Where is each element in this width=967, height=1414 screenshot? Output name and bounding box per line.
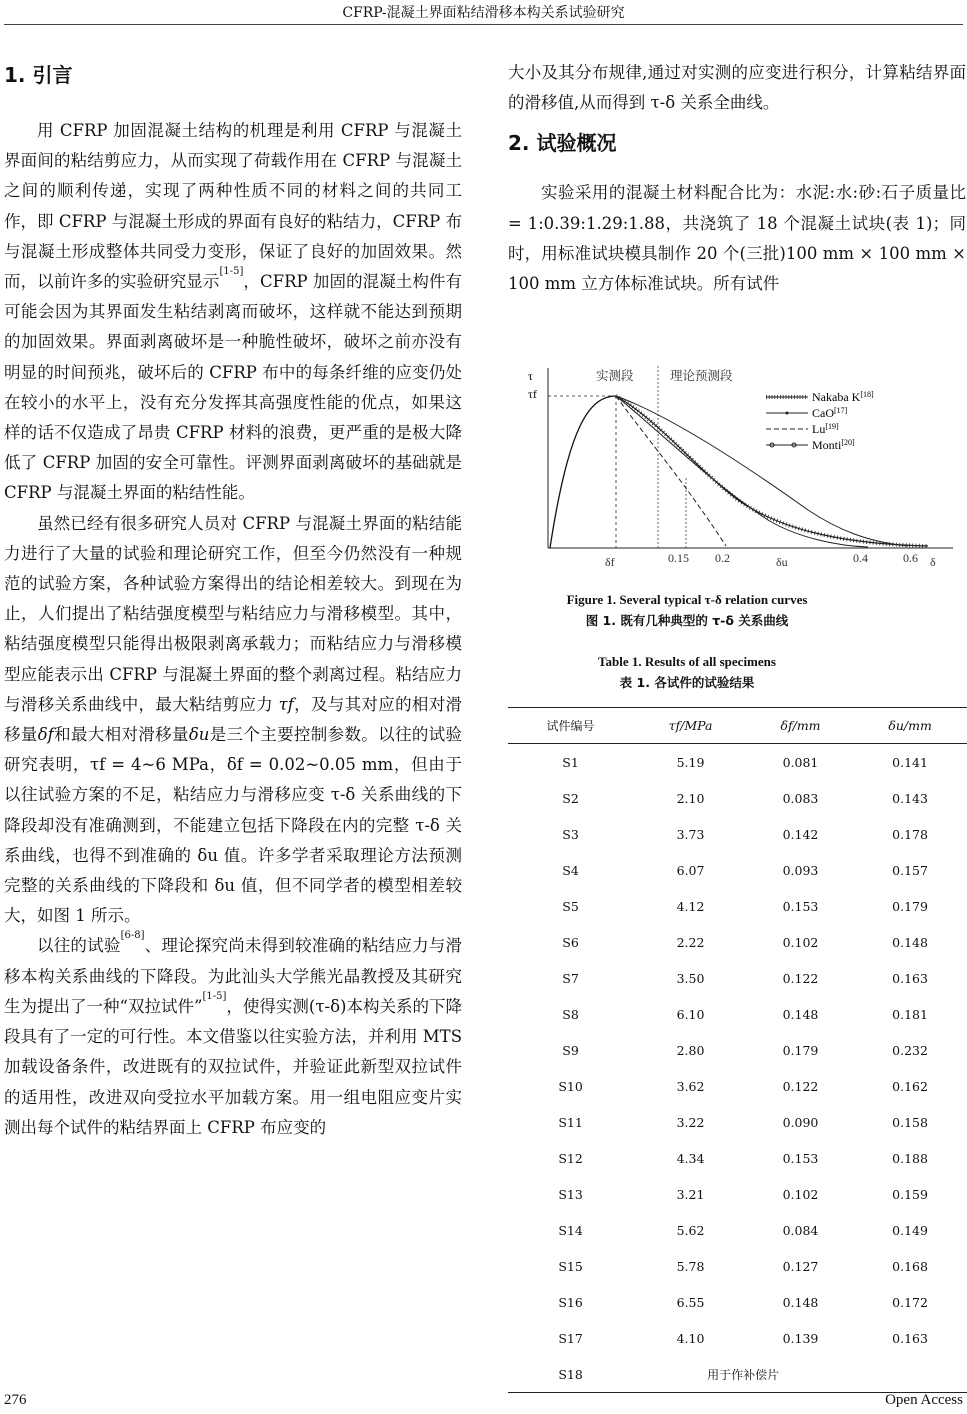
table-row: [508, 1176, 967, 1212]
p3-text-a: 以往的试验: [37, 936, 121, 956]
y-axis-label: τ: [528, 369, 533, 383]
p2-text-b: ，及与其对应的相对滑移量: [4, 694, 463, 745]
table-cell: S17: [558, 1330, 583, 1346]
table-cell: S3: [562, 826, 579, 842]
table-cell: 0.153: [782, 1150, 819, 1166]
table-cell: S10: [558, 1078, 583, 1094]
table-cell: 3.73: [676, 826, 705, 842]
table-cell: 0.179: [782, 1042, 819, 1058]
table-cell-empty: [853, 1356, 967, 1393]
table-caption-zh: 表 1. 各试件的试验结果: [619, 675, 755, 690]
table-cell: S18: [508, 1356, 633, 1393]
legend-label-cao: CaO[17]: [812, 406, 848, 420]
table-cell: S1: [562, 754, 579, 770]
paragraph-continued: 大小及其分布规律,通过对实测的应变进行积分，计算粘结界面的滑移值,从而得到 τ-δ 关系全曲线。: [508, 63, 966, 113]
citation-1-5: [1-5]: [219, 266, 244, 278]
table-cell: 0.143: [892, 790, 928, 806]
curve-nakaba-hatch: [616, 396, 928, 546]
table-cell: 0.127: [782, 1258, 819, 1274]
table-cell: S15: [558, 1258, 583, 1274]
page-number: 276: [4, 1392, 27, 1408]
table-cell: 6.10: [676, 1006, 705, 1022]
x-tick-0.2: 0.2: [715, 551, 730, 565]
table-cell: 4.10: [676, 1330, 705, 1346]
table-row: [508, 1284, 967, 1320]
region-measured-label: 实测段: [596, 368, 634, 383]
table-cell: 0.149: [892, 1222, 928, 1238]
curve-lu: [616, 396, 726, 546]
table-row: [508, 744, 967, 781]
tau-delta-chart: [508, 360, 967, 580]
x-axis-label: δ: [930, 555, 936, 569]
table-cell: 0.083: [782, 790, 819, 806]
table-cell: 2.10: [676, 790, 705, 806]
section-2-title: 2. 试验概况: [508, 131, 617, 156]
paragraph-2: [4, 509, 462, 932]
table-row: [508, 1212, 967, 1248]
table-cell: S9: [562, 1042, 579, 1058]
left-column: [4, 58, 462, 1143]
table-row: [508, 996, 967, 1032]
section-1-title: 1. 引言: [4, 63, 73, 87]
table-cell: S4: [562, 862, 579, 878]
table-row: [508, 1320, 967, 1356]
p2-text-a: 虽然已经有很多研究人员对 CFRP 与混凝土界面的粘结能力进行了大量的试验和理论研究工作，但至今仍然没有一种规范的试验方案，各种试验方案得出的结论相差较大。到现在为止，人们提出了粘结强度模型与粘结应力与滑移模型。其中，粘结强度模型只能得出极限剥离承载力；而粘结应力与滑移模型应能表示出 CFRP 与混凝土界面的整个剥离过程。粘结应力与滑移关系曲线中，最大粘结剪应力: [4, 513, 462, 714]
table-cell: 0.139: [782, 1330, 819, 1346]
legend-label-monti: Monti[20]: [812, 438, 855, 452]
table-cell: 2.22: [676, 934, 705, 950]
table-cell: S7: [562, 970, 579, 986]
col-header-delta-u: δu/mm: [853, 708, 967, 744]
table-cell: 0.102: [782, 934, 819, 950]
legend-label-nakaba: Nakaba K[18]: [812, 390, 874, 404]
curve-cao: [616, 396, 908, 546]
table-cell: 0.172: [892, 1294, 928, 1310]
symbol-delta-f: δf: [37, 725, 54, 745]
table-cell: 0.179: [892, 898, 928, 914]
legend: [766, 390, 874, 452]
symbol-tau-f: τf: [278, 694, 294, 714]
table-cell: 0.188: [892, 1150, 928, 1166]
table-cell: 5.62: [676, 1222, 705, 1238]
table-row: [508, 1356, 967, 1393]
table-cell: 6.55: [676, 1294, 705, 1310]
table-cell: S11: [558, 1114, 583, 1130]
x-tick-0.15: 0.15: [668, 551, 689, 565]
table-cell: 0.084: [782, 1222, 819, 1238]
paragraph-3: [4, 931, 462, 1142]
results-table-grid: [508, 707, 967, 1393]
table-row: [508, 816, 967, 852]
p1-text-b: ，CFRP 加固的混凝土构件有可能会因为其界面发生粘结剥离而破坏，这样就不能达到预期的加固效果。界面剥离破坏是一种脆性破坏，破坏之前亦没有明显的时间预兆，破坏后的 CFRP 布中的每条纤维的应变仍处在较小的水平上，没有充分发挥其高强度性能的优点，如果这样的话不仅造成了昂贵 CFRP 材料的浪费，更严重的是极大降低了 CFRP 加固的安全可靠性。评测界面剥离破坏的基础就是 CFRP 与混凝土界面的粘结性能。: [4, 272, 463, 503]
p3-text-c: ，使得实测(τ-δ)本构关系的下降段具有了一定的可行性。本文借鉴以往实验方法，并利用 MTS 加载设备条件，改进既有的双拉试件，并验证此新型双拉试件的适用性，改进双向受拉水平加载方案。用一组电阻应变片实测出每个试件的粘结界面上 CFRP 布应变的: [4, 996, 462, 1137]
table-cell: 3.22: [676, 1114, 705, 1130]
table-row: [508, 1032, 967, 1068]
legend-label-lu: Lu[19]: [812, 422, 839, 436]
table-cell: S14: [558, 1222, 583, 1238]
table-cell: 0.090: [782, 1114, 819, 1130]
table-cell: 0.148: [782, 1006, 819, 1022]
region-predicted-label: 理论预测段: [670, 368, 733, 383]
table-row: [508, 852, 967, 888]
table-cell: 0.122: [782, 970, 819, 986]
table-cell: 0.181: [892, 1006, 928, 1022]
x-tick-0.6: 0.6: [903, 551, 918, 565]
col-header-specimen: 试件编号: [508, 708, 633, 744]
curve-nakaba: [616, 396, 928, 546]
table-row: [508, 924, 967, 960]
citation-6-8: [6-8]: [120, 930, 145, 942]
table-cell: 6.07: [676, 862, 705, 878]
results-table: [508, 707, 967, 1393]
table-cell: 0.122: [782, 1078, 819, 1094]
table-row: [508, 1248, 967, 1284]
y-tick-tau-f: τf: [528, 387, 537, 401]
table-cell: 0.157: [892, 862, 928, 878]
table-cell: 3.50: [676, 970, 705, 986]
table-cell: S6: [562, 934, 579, 950]
figure-1: [508, 360, 967, 580]
p3-text-b: 、理论探究尚未得到较准确的粘结应力与滑移本构关系曲线的下降段。为此汕头大学熊光晶教授及其研究生为提出了一种“双拉试件”: [4, 936, 463, 1016]
table-cell: S12: [558, 1150, 583, 1166]
figure-caption-en: Figure 1. Several typical τ-δ relation curves: [566, 592, 808, 607]
table-row: [508, 1068, 967, 1104]
table-cell: 0.232: [892, 1042, 928, 1058]
table-cell: 0.163: [892, 1330, 928, 1346]
header-rule: [4, 24, 963, 25]
p2-text-c: 和最大相对滑移量: [53, 725, 189, 745]
table-cell: 0.141: [892, 754, 928, 770]
table-cell: 0.093: [782, 862, 819, 878]
table-cell: 0.148: [782, 1294, 819, 1310]
x-tick-delta-u: δu: [776, 555, 788, 569]
table-cell: 0.153: [782, 898, 819, 914]
journal-name: Open Access: [885, 1392, 963, 1408]
table-header-row: [508, 708, 967, 744]
table-cell: 0.163: [892, 970, 928, 986]
table-cell: S5: [562, 898, 579, 914]
right-column: [508, 58, 966, 299]
p1-text-a: 用 CFRP 加固混凝土结构的机理是利用 CFRP 与混凝土界面间的粘结剪应力，从而实现了荷载作用在 CFRP 与混凝土之间的顺利传递，实现了两种性质不同的材料之间的共同工作，即 CFRP 与混凝土形成的界面有良好的粘结力，CFRP 布与混凝土形成整体共同受力变形，保证了良好的加固效果。然而，以前许多的实验研究显示: [4, 121, 462, 292]
x-tick-0.4: 0.4: [853, 551, 868, 565]
table-body: [508, 744, 967, 1393]
table-cell: 2.80: [676, 1042, 705, 1058]
table-cell: 5.19: [676, 754, 705, 770]
table-cell: 0.081: [782, 754, 819, 770]
symbol-delta-u: δu: [188, 725, 210, 745]
ascending-branch: [550, 396, 616, 548]
table-cell: 3.21: [676, 1186, 705, 1202]
paragraph-1: [4, 116, 462, 509]
citation-1-5-b: [1-5]: [202, 990, 227, 1002]
table-row: [508, 888, 967, 924]
x-tick-delta-f: δf: [605, 555, 615, 569]
table-cell: S16: [558, 1294, 583, 1310]
table-caption-en: Table 1. Results of all specimens: [598, 654, 776, 669]
table-row: [508, 780, 967, 816]
col-header-tau-f: τf/MPa: [633, 708, 748, 744]
table-cell: 5.78: [676, 1258, 705, 1274]
table-row: [508, 1104, 967, 1140]
table-cell: 0.168: [892, 1258, 928, 1274]
table-cell: 4.34: [676, 1150, 705, 1166]
table-cell: S13: [558, 1186, 583, 1202]
table-cell: 0.162: [892, 1078, 928, 1094]
table-cell: 0.102: [782, 1186, 819, 1202]
table-cell: S8: [562, 1006, 579, 1022]
figure-caption-zh: 图 1. 既有几种典型的 τ-δ 关系曲线: [585, 613, 789, 628]
table-row: [508, 1140, 967, 1176]
legend-marker-cao: [786, 412, 789, 415]
table-cell: S2: [562, 790, 579, 806]
table-cell: 0.148: [892, 934, 928, 950]
table-cell: 0.178: [892, 826, 928, 842]
table-cell: 0.159: [892, 1186, 928, 1202]
paragraph-materials: 实验采用的混凝土材料配合比为：水泥:水:砂:石子质量比 = 1:0.39:1.29:1.88，共浇筑了 18 个混凝土试块(表 1)；同时，用标准试块模具制作 20 个(三批)100 mm × 100 mm × 100 mm 立方体标准试块。所有试件: [508, 183, 966, 294]
p2-text-d: 是三个主要控制参数。以往的试验研究表明，τf = 4~6 MPa，δf = 0.02~0.05 mm，但由于以往试验方案的不足，粘结应力与滑移应变 τ-δ 关系曲线的下降段却没有准确测到，不能建立包括下降段在内的完整 τ-δ 关系曲线，也得不到准确的 δu 值。许多学者采取理论方法预测完整的关系曲线的下降段和 δu 值，但不同学者的模型相差较大，如图 1 所示。: [4, 725, 463, 926]
table-cell: 4.12: [676, 898, 705, 914]
table-cell: 0.142: [782, 826, 819, 842]
col-header-delta-f: δf/mm: [748, 708, 853, 744]
running-header: CFRP-混凝土界面粘结滑移本构关系试验研究: [342, 5, 625, 21]
table-cell-note: 用于作补偿片: [633, 1356, 853, 1393]
table-cell: 0.158: [892, 1114, 928, 1130]
table-row: [508, 960, 967, 996]
table-cell: 3.62: [676, 1078, 705, 1094]
